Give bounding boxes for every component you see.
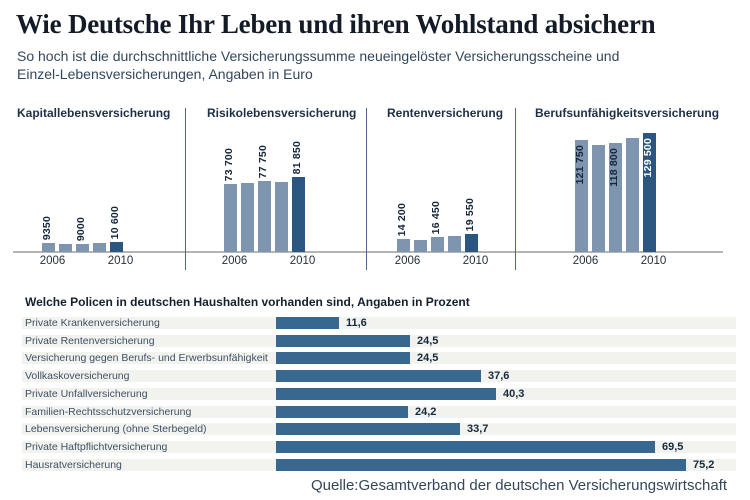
bar [465,234,478,252]
row-bar [276,441,655,453]
year-label: 2006 [572,255,599,267]
row-bar [276,335,410,347]
year-label: 2006 [394,255,421,267]
year-label: 2006 [221,255,248,267]
row-value-label: 24,5 [417,334,439,347]
bar [592,145,605,252]
bar [275,182,288,252]
bar-value-label: 77 750 [257,144,269,178]
year-label: 2010 [462,255,489,267]
page-title: Wie Deutsche Ihr Leben und ihren Wohlstand absichern [16,9,656,39]
bar-value-label: 16 450 [430,200,442,234]
bottom-chart-title: Welche Policen in deutschen Haushalten vorhanden sind, Angaben in Prozent [25,295,470,309]
panel-header: Rentenversicherung [387,106,504,120]
year-label: 2010 [107,255,134,267]
bar [42,243,55,252]
row-label: Private Haftpflichtversicherung [25,440,168,453]
row-label: Lebensversicherung (ohne Sterbegeld) [25,423,207,436]
bar [241,183,254,252]
bar-value-label: 81 850 [291,140,303,174]
bar-value-label: 9000 [75,216,87,241]
row-bar [276,370,481,382]
bar [110,242,123,252]
row-value-label: 75,2 [693,458,715,471]
year-label: 2010 [289,255,316,267]
bar-value-label: 129 500 [642,138,654,178]
bar-value-label: 121 750 [574,145,586,185]
subtitle-line-1: So hoch ist die durchschnittliche Versicherungssumme neueingelöster Versicherungsscheine und [17,48,620,64]
bar [93,243,106,252]
bar [258,181,271,252]
row-label: Private Rentenversicherung [25,334,155,347]
year-label: 2006 [39,255,66,267]
bar-value-label: 14 200 [396,202,408,236]
row-bar [276,317,339,329]
bar [414,240,427,252]
bar [292,177,305,252]
panel-header: Risikolebensversicherung [207,106,357,120]
bar [397,239,410,252]
bar-value-label: 10 600 [109,205,121,239]
bar [59,244,72,252]
bar-value-label: 118 800 [608,148,620,187]
row-value-label: 33,7 [467,423,489,436]
row-label: Hausratversicherung [25,458,122,471]
row-label: Private Unfallversicherung [25,387,148,400]
row-bar [276,423,460,435]
bar [626,138,639,252]
panel-header: Berufsunfähigkeitsversicherung [535,106,720,120]
row-bar [276,406,408,418]
panel-divider [515,108,516,270]
row-value-label: 11,6 [346,317,367,329]
row-value-label: 24,2 [415,405,437,418]
bar-value-label: 73 700 [223,147,235,181]
row-bar [276,352,410,364]
bar [224,184,237,252]
row-value-label: 37,6 [488,370,510,383]
bar [431,237,444,252]
bar [76,244,89,252]
bar-value-label: 19 550 [464,197,476,231]
year-label: 2010 [640,255,667,267]
panel-header: Kapitallebensversicherung [17,106,171,120]
row-bar [276,388,496,400]
row-label: Familien-Rechtsschutzversicherung [25,405,192,418]
bar [448,236,461,252]
source-credit: Quelle:Gesamtverband der deutschen Versicherungswirtschaft [310,477,727,494]
row-value-label: 69,5 [662,440,684,453]
row-value-label: 40,3 [503,387,525,400]
row-value-label: 24,5 [417,352,439,365]
bar-value-label: 9350 [41,215,53,240]
subtitle-line-2: Einzel-Lebensversicherungen, Angaben in Euro [17,66,313,82]
row-label: Versicherung gegen Berufs- und Erwerbsunfähigkeit [25,352,268,365]
row-bar [276,459,686,471]
panel-divider [366,108,367,270]
row-label: Private Krankenversicherung [25,317,160,329]
panel-divider [185,108,186,270]
row-label: Vollkaskoversicherung [25,370,130,383]
